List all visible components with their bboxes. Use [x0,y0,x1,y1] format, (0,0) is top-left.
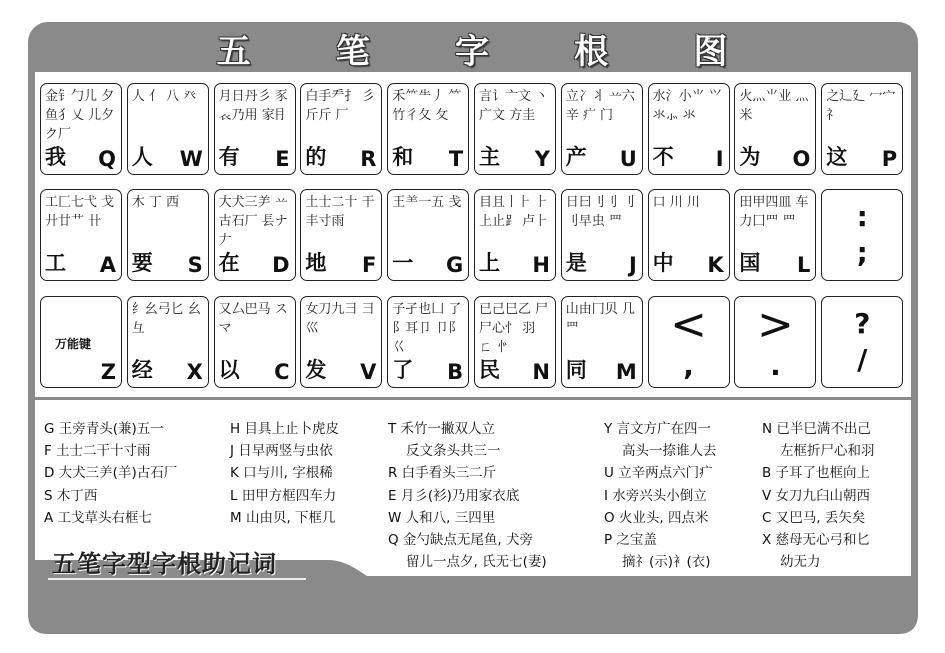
key-character: 要 [131,251,153,275]
key-letter: O [792,147,811,171]
mnemonic-line: Q 金勺缺点无尾鱼, 犬旁 [388,532,533,549]
mnemonic-line: P 之宝盖 [604,532,657,549]
key-character: 是 [565,251,587,275]
key-roots: 大犬三⺶ 䒑古石厂 镸ナ𠂇 [218,195,288,248]
mnemonic-line: 反文条头共三一 [406,443,501,460]
key-letter: D [272,253,290,277]
key-character: 有 [218,145,240,169]
key-character: 上 [479,251,500,275]
key-character: 地 [305,251,327,275]
key-m[interactable] [561,296,643,388]
mnemonic-line: E 月彡(衫)乃用家衣底 [388,487,520,504]
key-character: 在 [218,251,240,275]
key-punctuation[interactable] [821,296,903,388]
key-j[interactable] [561,189,643,281]
mnemonic-column-3 [388,418,547,573]
mnemonic-line: O 火业头, 四点米 [604,509,709,526]
title-char-1: 五 [216,31,251,72]
key-roots: 又厶巴马 ス マ [218,302,288,336]
key-letter: K [707,253,724,277]
key-k[interactable] [648,189,730,281]
key-letter: F [362,253,377,277]
key-character: 同 [565,358,587,382]
mnemonic-line: G 王旁青头(兼)五一 [44,421,164,437]
mnemonic-line: M 山由贝, 下框几 [230,509,336,526]
key-letter: X [186,360,203,384]
key-character: 以 [218,358,240,382]
title-char-2: 笔 [335,31,370,72]
mnemonic-line: C 又巴马, 丢矢矣 [762,509,866,526]
key-letter: C [274,360,290,384]
mnemonic-line: L 田甲方框四车力 [230,487,337,504]
mnemonic-line: 留儿一点夕, 氏无七(妻) [406,554,547,571]
key-letter: Z [100,360,116,384]
key-roots: 目且丨⺊ ⺊上止⻊ 卢⺊ [479,195,549,229]
key-letter: A [99,253,116,277]
key-roots: 田甲四皿 车力囗罒 罒 [739,195,809,229]
mnemonic-line: 幼无力 [780,554,821,571]
key-d[interactable] [214,189,296,281]
key-roots: 木 丁 西 [131,195,180,210]
key-i[interactable] [648,83,730,175]
key-shift-symbol: < [670,299,708,350]
mnemonic-line: S 木丁西 [44,487,98,504]
key-letter: I [715,147,724,171]
mnemonic-column-2 [230,418,339,529]
key-letter: J [628,253,637,277]
key-letter: T [448,147,464,171]
key-letter: H [532,253,550,277]
key-roots: 已己巳乙 尸尸心忄 羽 ㄈ 㣺 [479,302,549,355]
key-roots: 日曰刂刂 刂刂早虫 罒 [565,195,635,229]
key-character: 的 [305,145,327,169]
key-u[interactable] [561,83,643,175]
mnemonic-line: F 土士二干十寸雨 [44,443,151,460]
key-b[interactable] [387,296,469,388]
mnemonic-line: J 日早两竖与虫依 [230,443,333,460]
key-character: 和 [392,145,414,169]
key-letter: R [360,147,377,171]
key-o[interactable] [734,83,816,175]
key-character: 不 [652,145,674,169]
key-x[interactable] [127,296,209,388]
key-letter: M [615,360,637,384]
key-roots: 禾⺮⺧丿 ⺮竹彳夂 攵 [392,89,462,123]
key-character: 产 [565,145,587,169]
title-char-3: 字 [454,31,489,72]
key-h[interactable] [474,189,556,281]
mnemonic-line: 高头一捺谁人去 [622,443,717,460]
key-roots: 月日丹彡 豕𧘇乃用 家⺝ [218,89,288,123]
key-roots: 水氵小⺌ ⺍氺⺗ 氺 [652,89,722,123]
key-shift-symbol: ? [854,307,871,340]
key-letter: B [447,360,464,384]
title-char-4: 根 [574,31,609,72]
key-letter: L [797,253,811,277]
key-character: 这 [826,145,848,169]
mnemonic-line: 左框折尸心和羽 [780,443,875,460]
key-roots: 山由冂贝 几罒 [565,302,635,336]
key-character: 民 [479,358,500,382]
key-punctuation[interactable] [648,296,730,388]
key-shift-symbol: : [856,200,868,233]
mnemonic-column-5 [762,418,875,573]
key-letter: N [532,360,550,384]
key-z[interactable] [40,296,122,388]
key-letter: U [619,147,637,171]
key-e[interactable] [214,83,296,175]
mnemonic-title: 五笔字型字根助记词 [52,549,277,578]
mnemonic-line: A 工戈草头右框七 [44,509,153,526]
key-letter: S [187,253,203,277]
key-letter: Y [534,147,550,171]
key-s[interactable] [127,189,209,281]
key-character: 人 [131,145,153,169]
key-punctuation[interactable] [734,296,816,388]
mnemonic-line: 摘礻(示)衤(衣) [622,554,711,571]
key-symbol: . [770,349,781,382]
key-roots: 人 亻 八 癶 [131,89,197,104]
key-roots: 白手龵扌 彡斤斤 厂 [305,89,375,123]
key-roots: 金钅勹儿 夕鱼犭乂 儿夕ク厂 [45,89,115,142]
key-roots: 之辶廴 冖宀礻 [826,89,896,123]
key-roots: 土士二十 干丰寸雨 [305,195,375,229]
mnemonic-line: U 立辛两点六门疒 [604,465,713,482]
key-letter: W [179,147,203,171]
key-character: 发 [305,358,327,382]
key-character: 我 [45,145,66,169]
key-roots: 女刀九彐 ⺕巛 [305,302,375,336]
key-roots: 工匚七弋 戈廾廿艹 卄 [45,195,115,229]
key-f[interactable] [300,189,382,281]
mnemonic-column-1 [44,418,177,529]
key-roots: 口 川 川 [652,195,700,210]
mnemonic-line: K 口与川, 字根稀 [230,465,333,482]
key-character: 为 [739,145,761,169]
key-roots: 火灬⺌业 灬 米 [739,89,809,123]
key-character: 经 [131,358,153,382]
key-symbol: ; [856,236,868,269]
key-l[interactable] [734,189,816,281]
key-shift-symbol: > [756,299,794,350]
key-r[interactable] [300,83,382,175]
key-character: 中 [652,251,674,275]
key-character: 一 [392,251,414,275]
mnemonic-line: Y 言文方广在四一 [604,421,712,437]
key-w[interactable] [127,83,209,175]
key-roots: 子孑也凵 了阝耳卩 卩阝巜 [392,302,462,355]
key-symbol: / [857,343,868,376]
mnemonic-line: N 已半巳满不出己 [762,421,871,437]
key-n[interactable] [474,296,556,388]
title-char-5: 图 [693,31,728,72]
key-y[interactable] [474,83,556,175]
mnemonic-line: I 水旁兴头小倒立 [604,487,707,504]
key-symbol: , [683,349,694,382]
key-letter: E [275,147,290,171]
page-title [44,26,900,70]
key-character: 国 [739,251,761,275]
key-roots: 言讠亠文 丶广文 方圭 [479,89,549,123]
key-a[interactable] [40,189,122,281]
key-c[interactable] [214,296,296,388]
mnemonic-title-underline [48,578,306,580]
key-punctuation[interactable] [821,189,903,281]
mnemonic-line: D 大犬三⺶(羊)古石厂 [44,465,178,482]
mnemonic-line: H 目具上止卜虎皮 [230,421,339,437]
key-letter: Q [98,147,116,171]
key-roots: 王⺷一五 戋 [392,195,462,210]
key-letter: V [360,360,377,384]
key-letter: P [881,147,898,171]
key-letter: G [445,253,464,277]
key-g[interactable] [387,189,469,281]
key-q[interactable] [40,83,122,175]
mnemonic-line: V 女刀九臼山朝西 [762,487,871,504]
mnemonic-column-4 [604,418,717,573]
mnemonic-line: X 慈母无心弓和匕 [762,532,871,549]
key-character: 了 [392,358,414,382]
key-character: 工 [45,251,66,275]
universal-key-label: 万能键 [55,337,92,351]
mnemonic-line: W 人和八, 三四里 [388,509,496,526]
key-p[interactable] [821,83,903,175]
mnemonic-line: T 禾竹一撇双人立 [388,421,496,437]
key-roots: 立冫丬 䒑六辛 疒 门 [565,89,635,123]
key-t[interactable] [387,83,469,175]
key-roots: 纟幺弓匕 幺彑 [131,302,201,336]
mnemonic-line: B 子耳了也框向上 [762,465,871,482]
key-character: 主 [479,145,500,169]
mnemonic-line: R 白手看头三二斤 [388,465,497,482]
key-v[interactable] [300,296,382,388]
